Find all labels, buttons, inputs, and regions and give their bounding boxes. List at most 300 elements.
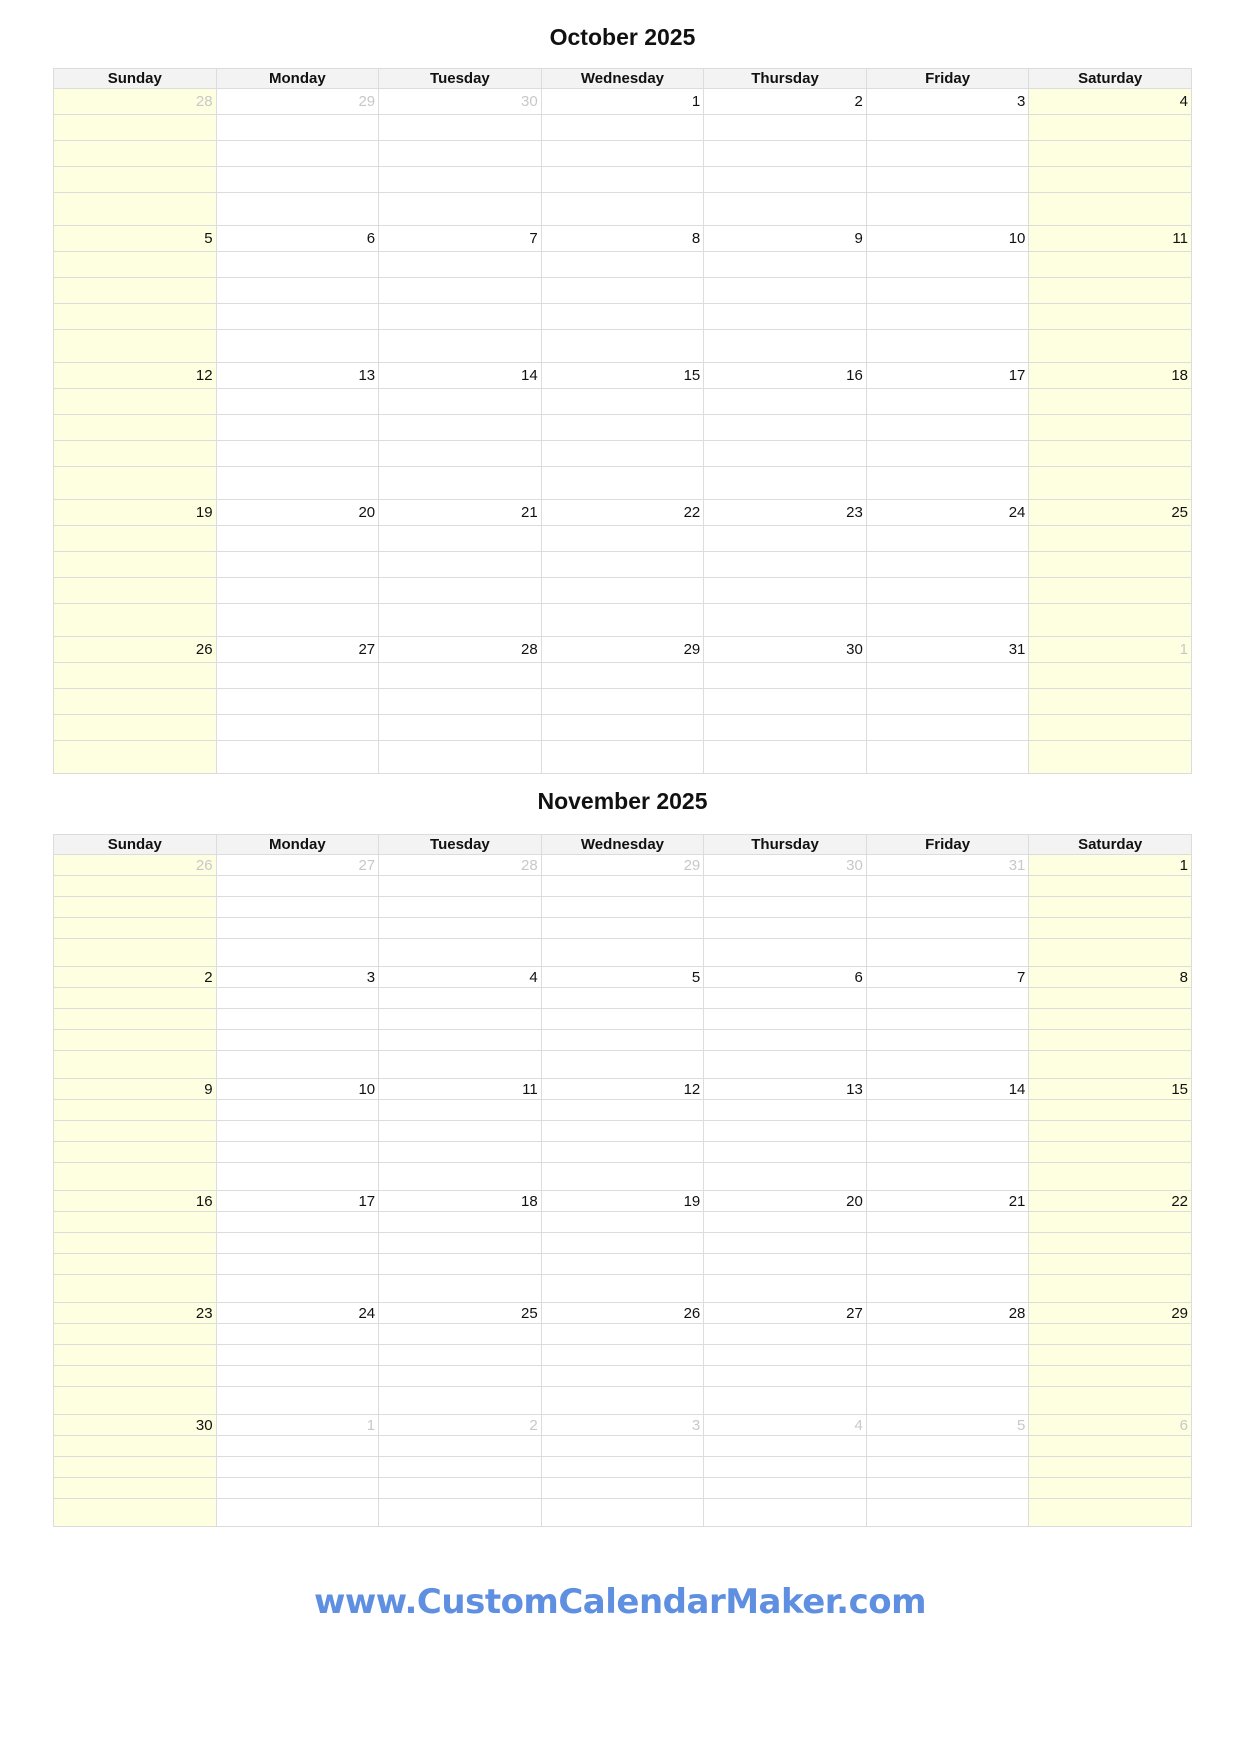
note-line[interactable] (866, 988, 1029, 1009)
note-line[interactable] (379, 389, 542, 415)
day-cell-outside-month[interactable]: 1 (216, 1415, 379, 1436)
note-line[interactable] (379, 415, 542, 441)
note-line[interactable] (54, 918, 217, 939)
note-line[interactable] (866, 1275, 1029, 1303)
day-cell[interactable]: 25 (379, 1303, 542, 1324)
day-cell[interactable]: 17 (216, 1191, 379, 1212)
note-line[interactable] (541, 1436, 704, 1457)
note-line[interactable] (216, 663, 379, 689)
day-cell[interactable]: 19 (54, 500, 217, 526)
note-line[interactable] (379, 1233, 542, 1254)
note-line[interactable] (541, 1051, 704, 1079)
note-line[interactable] (541, 389, 704, 415)
day-cell-outside-month[interactable]: 27 (216, 855, 379, 876)
note-line[interactable] (1029, 252, 1192, 278)
note-line[interactable] (704, 252, 867, 278)
note-line[interactable] (1029, 526, 1192, 552)
note-line[interactable] (1029, 1233, 1192, 1254)
note-line[interactable] (541, 1324, 704, 1345)
note-line[interactable] (379, 467, 542, 500)
note-line[interactable] (54, 1324, 217, 1345)
note-line[interactable] (541, 278, 704, 304)
note-line[interactable] (379, 1254, 542, 1275)
note-line[interactable] (216, 389, 379, 415)
day-cell-outside-month[interactable]: 26 (54, 855, 217, 876)
note-line[interactable] (54, 1366, 217, 1387)
note-line[interactable] (1029, 115, 1192, 141)
note-line[interactable] (704, 663, 867, 689)
note-line[interactable] (866, 441, 1029, 467)
note-line[interactable] (379, 552, 542, 578)
note-line[interactable] (704, 1051, 867, 1079)
day-cell[interactable]: 24 (866, 500, 1029, 526)
note-line[interactable] (704, 389, 867, 415)
note-line[interactable] (54, 252, 217, 278)
day-cell[interactable]: 27 (216, 637, 379, 663)
note-line[interactable] (1029, 1366, 1192, 1387)
note-line[interactable] (704, 1345, 867, 1366)
note-line[interactable] (379, 330, 542, 363)
note-line[interactable] (541, 167, 704, 193)
note-line[interactable] (379, 526, 542, 552)
note-line[interactable] (704, 115, 867, 141)
note-line[interactable] (379, 741, 542, 774)
note-line[interactable] (54, 552, 217, 578)
note-line[interactable] (866, 1345, 1029, 1366)
day-cell-outside-month[interactable]: 28 (379, 855, 542, 876)
note-line[interactable] (1029, 1387, 1192, 1415)
note-line[interactable] (216, 1457, 379, 1478)
day-cell[interactable]: 22 (1029, 1191, 1192, 1212)
note-line[interactable] (704, 604, 867, 637)
note-line[interactable] (541, 741, 704, 774)
note-line[interactable] (541, 918, 704, 939)
note-line[interactable] (541, 115, 704, 141)
note-line[interactable] (216, 715, 379, 741)
note-line[interactable] (379, 141, 542, 167)
note-line[interactable] (1029, 1275, 1192, 1303)
note-line[interactable] (216, 1233, 379, 1254)
note-line[interactable] (1029, 1009, 1192, 1030)
day-cell-outside-month[interactable]: 30 (379, 89, 542, 115)
note-line[interactable] (379, 604, 542, 637)
note-line[interactable] (216, 526, 379, 552)
note-line[interactable] (54, 1100, 217, 1121)
day-cell[interactable]: 9 (704, 226, 867, 252)
note-line[interactable] (704, 1436, 867, 1457)
note-line[interactable] (216, 141, 379, 167)
note-line[interactable] (54, 1345, 217, 1366)
day-cell[interactable]: 1 (541, 89, 704, 115)
note-line[interactable] (541, 876, 704, 897)
note-line[interactable] (866, 552, 1029, 578)
note-line[interactable] (866, 918, 1029, 939)
day-cell[interactable]: 29 (1029, 1303, 1192, 1324)
note-line[interactable] (704, 741, 867, 774)
note-line[interactable] (216, 988, 379, 1009)
day-cell[interactable]: 25 (1029, 500, 1192, 526)
note-line[interactable] (54, 1121, 217, 1142)
note-line[interactable] (216, 918, 379, 939)
day-cell[interactable]: 23 (704, 500, 867, 526)
day-cell[interactable]: 28 (379, 637, 542, 663)
note-line[interactable] (866, 115, 1029, 141)
note-line[interactable] (866, 1324, 1029, 1345)
note-line[interactable] (54, 330, 217, 363)
note-line[interactable] (541, 526, 704, 552)
note-line[interactable] (704, 1009, 867, 1030)
note-line[interactable] (216, 115, 379, 141)
note-line[interactable] (379, 1009, 542, 1030)
day-cell[interactable]: 18 (1029, 363, 1192, 389)
note-line[interactable] (541, 897, 704, 918)
note-line[interactable] (541, 1212, 704, 1233)
note-line[interactable] (704, 578, 867, 604)
note-line[interactable] (866, 689, 1029, 715)
note-line[interactable] (54, 715, 217, 741)
note-line[interactable] (704, 939, 867, 967)
note-line[interactable] (541, 939, 704, 967)
note-line[interactable] (1029, 141, 1192, 167)
day-cell[interactable]: 26 (54, 637, 217, 663)
note-line[interactable] (704, 1366, 867, 1387)
note-line[interactable] (866, 415, 1029, 441)
note-line[interactable] (541, 1233, 704, 1254)
note-line[interactable] (866, 876, 1029, 897)
note-line[interactable] (216, 278, 379, 304)
day-cell[interactable]: 12 (541, 1079, 704, 1100)
note-line[interactable] (1029, 1142, 1192, 1163)
note-line[interactable] (54, 741, 217, 774)
day-cell[interactable]: 26 (541, 1303, 704, 1324)
note-line[interactable] (216, 1478, 379, 1499)
note-line[interactable] (54, 897, 217, 918)
note-line[interactable] (54, 1457, 217, 1478)
note-line[interactable] (866, 467, 1029, 500)
note-line[interactable] (379, 876, 542, 897)
day-cell[interactable]: 14 (866, 1079, 1029, 1100)
note-line[interactable] (1029, 715, 1192, 741)
note-line[interactable] (866, 604, 1029, 637)
note-line[interactable] (704, 526, 867, 552)
note-line[interactable] (54, 193, 217, 226)
note-line[interactable] (1029, 876, 1192, 897)
note-line[interactable] (216, 467, 379, 500)
day-cell-outside-month[interactable]: 30 (704, 855, 867, 876)
note-line[interactable] (704, 1254, 867, 1275)
note-line[interactable] (866, 304, 1029, 330)
note-line[interactable] (379, 918, 542, 939)
note-line[interactable] (866, 939, 1029, 967)
note-line[interactable] (54, 1212, 217, 1233)
day-cell[interactable]: 23 (54, 1303, 217, 1324)
note-line[interactable] (541, 552, 704, 578)
note-line[interactable] (379, 167, 542, 193)
note-line[interactable] (866, 526, 1029, 552)
note-line[interactable] (704, 552, 867, 578)
note-line[interactable] (704, 988, 867, 1009)
note-line[interactable] (1029, 1163, 1192, 1191)
note-line[interactable] (1029, 1436, 1192, 1457)
note-line[interactable] (866, 1233, 1029, 1254)
day-cell[interactable]: 30 (704, 637, 867, 663)
note-line[interactable] (216, 1499, 379, 1527)
note-line[interactable] (379, 1030, 542, 1051)
day-cell[interactable]: 18 (379, 1191, 542, 1212)
note-line[interactable] (541, 441, 704, 467)
note-line[interactable] (1029, 1051, 1192, 1079)
note-line[interactable] (216, 1275, 379, 1303)
note-line[interactable] (379, 1212, 542, 1233)
note-line[interactable] (54, 1478, 217, 1499)
note-line[interactable] (866, 578, 1029, 604)
note-line[interactable] (541, 1499, 704, 1527)
note-line[interactable] (54, 1387, 217, 1415)
note-line[interactable] (216, 1051, 379, 1079)
note-line[interactable] (216, 897, 379, 918)
day-cell[interactable]: 4 (379, 967, 542, 988)
note-line[interactable] (704, 1478, 867, 1499)
day-cell[interactable]: 10 (866, 226, 1029, 252)
note-line[interactable] (216, 689, 379, 715)
note-line[interactable] (541, 415, 704, 441)
day-cell[interactable]: 16 (704, 363, 867, 389)
note-line[interactable] (1029, 1478, 1192, 1499)
note-line[interactable] (54, 1233, 217, 1254)
note-line[interactable] (216, 604, 379, 637)
note-line[interactable] (1029, 1324, 1192, 1345)
note-line[interactable] (1029, 278, 1192, 304)
note-line[interactable] (866, 278, 1029, 304)
note-line[interactable] (704, 167, 867, 193)
note-line[interactable] (866, 1366, 1029, 1387)
note-line[interactable] (866, 741, 1029, 774)
note-line[interactable] (866, 897, 1029, 918)
note-line[interactable] (54, 389, 217, 415)
note-line[interactable] (216, 1100, 379, 1121)
note-line[interactable] (541, 1345, 704, 1366)
note-line[interactable] (216, 939, 379, 967)
note-line[interactable] (541, 1387, 704, 1415)
note-line[interactable] (54, 1163, 217, 1191)
note-line[interactable] (379, 278, 542, 304)
day-cell[interactable]: 2 (54, 967, 217, 988)
note-line[interactable] (866, 1457, 1029, 1478)
note-line[interactable] (541, 252, 704, 278)
note-line[interactable] (704, 1212, 867, 1233)
note-line[interactable] (379, 1051, 542, 1079)
note-line[interactable] (216, 1163, 379, 1191)
day-cell[interactable]: 24 (216, 1303, 379, 1324)
note-line[interactable] (54, 1030, 217, 1051)
note-line[interactable] (216, 1030, 379, 1051)
note-line[interactable] (704, 897, 867, 918)
note-line[interactable] (54, 604, 217, 637)
note-line[interactable] (1029, 193, 1192, 226)
note-line[interactable] (1029, 1100, 1192, 1121)
note-line[interactable] (866, 330, 1029, 363)
note-line[interactable] (704, 1387, 867, 1415)
note-line[interactable] (704, 441, 867, 467)
day-cell[interactable]: 4 (1029, 89, 1192, 115)
note-line[interactable] (54, 278, 217, 304)
note-line[interactable] (541, 715, 704, 741)
day-cell[interactable]: 15 (1029, 1079, 1192, 1100)
note-line[interactable] (1029, 689, 1192, 715)
note-line[interactable] (541, 988, 704, 1009)
note-line[interactable] (1029, 578, 1192, 604)
note-line[interactable] (54, 1254, 217, 1275)
day-cell-outside-month[interactable]: 4 (704, 1415, 867, 1436)
note-line[interactable] (1029, 897, 1192, 918)
day-cell[interactable]: 3 (866, 89, 1029, 115)
note-line[interactable] (704, 330, 867, 363)
note-line[interactable] (866, 1121, 1029, 1142)
day-cell[interactable]: 5 (541, 967, 704, 988)
day-cell[interactable]: 14 (379, 363, 542, 389)
note-line[interactable] (379, 1366, 542, 1387)
note-line[interactable] (866, 1163, 1029, 1191)
note-line[interactable] (704, 689, 867, 715)
day-cell[interactable]: 22 (541, 500, 704, 526)
note-line[interactable] (704, 1499, 867, 1527)
note-line[interactable] (379, 1142, 542, 1163)
day-cell[interactable]: 11 (1029, 226, 1192, 252)
note-line[interactable] (704, 1100, 867, 1121)
note-line[interactable] (216, 578, 379, 604)
day-cell-outside-month[interactable]: 1 (1029, 637, 1192, 663)
note-line[interactable] (216, 415, 379, 441)
note-line[interactable] (54, 1275, 217, 1303)
note-line[interactable] (1029, 441, 1192, 467)
day-cell[interactable]: 2 (704, 89, 867, 115)
note-line[interactable] (866, 141, 1029, 167)
note-line[interactable] (541, 1121, 704, 1142)
day-cell[interactable]: 6 (216, 226, 379, 252)
note-line[interactable] (704, 876, 867, 897)
footer-website-logo[interactable]: www.CustomCalendarMaker.com (313, 1582, 927, 1622)
note-line[interactable] (54, 1051, 217, 1079)
note-line[interactable] (216, 1436, 379, 1457)
note-line[interactable] (216, 876, 379, 897)
day-cell[interactable]: 31 (866, 637, 1029, 663)
note-line[interactable] (216, 252, 379, 278)
note-line[interactable] (216, 1324, 379, 1345)
note-line[interactable] (704, 1233, 867, 1254)
day-cell[interactable]: 7 (866, 967, 1029, 988)
note-line[interactable] (54, 876, 217, 897)
note-line[interactable] (216, 304, 379, 330)
day-cell[interactable]: 1 (1029, 855, 1192, 876)
note-line[interactable] (1029, 939, 1192, 967)
note-line[interactable] (866, 663, 1029, 689)
note-line[interactable] (216, 1142, 379, 1163)
day-cell[interactable]: 29 (541, 637, 704, 663)
note-line[interactable] (866, 1051, 1029, 1079)
note-line[interactable] (379, 897, 542, 918)
note-line[interactable] (1029, 304, 1192, 330)
note-line[interactable] (541, 193, 704, 226)
note-line[interactable] (54, 441, 217, 467)
note-line[interactable] (379, 1275, 542, 1303)
note-line[interactable] (541, 1009, 704, 1030)
note-line[interactable] (379, 1387, 542, 1415)
note-line[interactable] (54, 578, 217, 604)
note-line[interactable] (866, 1009, 1029, 1030)
day-cell-outside-month[interactable]: 31 (866, 855, 1029, 876)
note-line[interactable] (541, 578, 704, 604)
day-cell[interactable]: 13 (704, 1079, 867, 1100)
note-line[interactable] (704, 1142, 867, 1163)
note-line[interactable] (216, 167, 379, 193)
day-cell-outside-month[interactable]: 28 (54, 89, 217, 115)
note-line[interactable] (216, 1212, 379, 1233)
note-line[interactable] (704, 467, 867, 500)
note-line[interactable] (866, 1030, 1029, 1051)
note-line[interactable] (704, 1030, 867, 1051)
note-line[interactable] (379, 441, 542, 467)
day-cell[interactable]: 20 (216, 500, 379, 526)
day-cell-outside-month[interactable]: 3 (541, 1415, 704, 1436)
note-line[interactable] (866, 1499, 1029, 1527)
note-line[interactable] (704, 1121, 867, 1142)
note-line[interactable] (216, 1254, 379, 1275)
day-cell-outside-month[interactable]: 29 (216, 89, 379, 115)
day-cell[interactable]: 5 (54, 226, 217, 252)
note-line[interactable] (54, 304, 217, 330)
note-line[interactable] (54, 663, 217, 689)
day-cell[interactable]: 9 (54, 1079, 217, 1100)
note-line[interactable] (1029, 389, 1192, 415)
note-line[interactable] (866, 715, 1029, 741)
note-line[interactable] (704, 193, 867, 226)
note-line[interactable] (704, 141, 867, 167)
note-line[interactable] (379, 988, 542, 1009)
day-cell-outside-month[interactable]: 2 (379, 1415, 542, 1436)
note-line[interactable] (1029, 167, 1192, 193)
day-cell[interactable]: 12 (54, 363, 217, 389)
day-cell[interactable]: 19 (541, 1191, 704, 1212)
note-line[interactable] (1029, 1030, 1192, 1051)
day-cell[interactable]: 21 (379, 500, 542, 526)
note-line[interactable] (379, 1478, 542, 1499)
note-line[interactable] (1029, 918, 1192, 939)
note-line[interactable] (866, 1254, 1029, 1275)
note-line[interactable] (379, 1436, 542, 1457)
note-line[interactable] (54, 415, 217, 441)
note-line[interactable] (54, 1009, 217, 1030)
note-line[interactable] (216, 1387, 379, 1415)
note-line[interactable] (704, 918, 867, 939)
note-line[interactable] (1029, 663, 1192, 689)
note-line[interactable] (1029, 552, 1192, 578)
note-line[interactable] (379, 689, 542, 715)
note-line[interactable] (704, 1457, 867, 1478)
note-line[interactable] (54, 939, 217, 967)
note-line[interactable] (541, 1163, 704, 1191)
note-line[interactable] (866, 193, 1029, 226)
note-line[interactable] (866, 1142, 1029, 1163)
note-line[interactable] (216, 330, 379, 363)
note-line[interactable] (541, 1478, 704, 1499)
note-line[interactable] (1029, 604, 1192, 637)
day-cell[interactable]: 16 (54, 1191, 217, 1212)
note-line[interactable] (54, 141, 217, 167)
note-line[interactable] (704, 304, 867, 330)
note-line[interactable] (54, 988, 217, 1009)
note-line[interactable] (541, 330, 704, 363)
note-line[interactable] (866, 1100, 1029, 1121)
